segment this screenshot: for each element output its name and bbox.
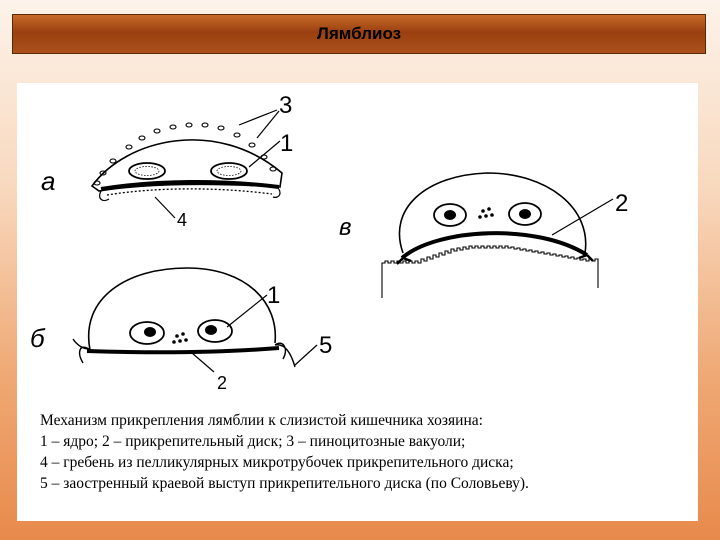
- figure-panel: [17, 83, 698, 521]
- caption-line-2: 1 – ядро; 2 – прикрепительный диск; 3 – пиноцитозные вакуоли;: [40, 433, 466, 450]
- title-bar: [12, 14, 706, 54]
- figure-b-number-2: 2: [217, 373, 228, 393]
- figure-a: [41, 92, 293, 230]
- figure-b-label: б: [30, 323, 45, 353]
- figure-a-vacuoles: [94, 123, 276, 185]
- figure-b-body-outline: [89, 268, 276, 350]
- figure-a-number-3: 3: [279, 92, 293, 119]
- figure-a-label: а: [41, 166, 56, 196]
- figure-b-leader-5: [295, 345, 317, 365]
- figure-v-granules: [478, 207, 494, 219]
- figure-a-nucleus-left: [129, 163, 165, 179]
- figure-b-granules: [172, 332, 188, 344]
- figure-a-leader-3a: [239, 110, 277, 125]
- figure-b: [30, 268, 332, 393]
- figure-a-flagellum-left: [100, 191, 109, 201]
- slide-title: Лямблиоз: [316, 24, 402, 43]
- figure-a-number-4: 4: [177, 210, 188, 230]
- figure-b-leader-2: [192, 353, 214, 372]
- figure-v-label: в: [339, 214, 352, 241]
- figure-v-leader-2: [552, 199, 613, 235]
- figure-caption: [40, 410, 690, 494]
- figure-v-number-2: 2: [615, 190, 629, 217]
- caption-line-4: 5 – заостренный краевой выступ прикрепительного диска (по Соловьеву).: [40, 475, 529, 492]
- figure-a-nucleus-right: [211, 163, 247, 179]
- figure-b-number-1: 1: [267, 282, 281, 309]
- figure-a-leader-4: [155, 197, 175, 218]
- figure-b-spike-left: [73, 339, 89, 363]
- caption-line-3: 4 – гребень из пелликулярных микротрубочек прикрепительного диска;: [40, 454, 514, 471]
- figure-a-ridge: [107, 189, 272, 195]
- figure-v-microvilli: [382, 246, 598, 298]
- figure-b-leader-1: [227, 295, 267, 327]
- figure-v: [339, 173, 628, 298]
- figure-a-leader-3b: [257, 111, 279, 138]
- figure-b-number-5: 5: [319, 332, 333, 359]
- figure-b-disk: [87, 348, 279, 352]
- figure-a-number-1: 1: [280, 130, 294, 157]
- caption-line-1: Механизм прикрепления лямблии к слизистой кишечника хозяина:: [40, 412, 483, 429]
